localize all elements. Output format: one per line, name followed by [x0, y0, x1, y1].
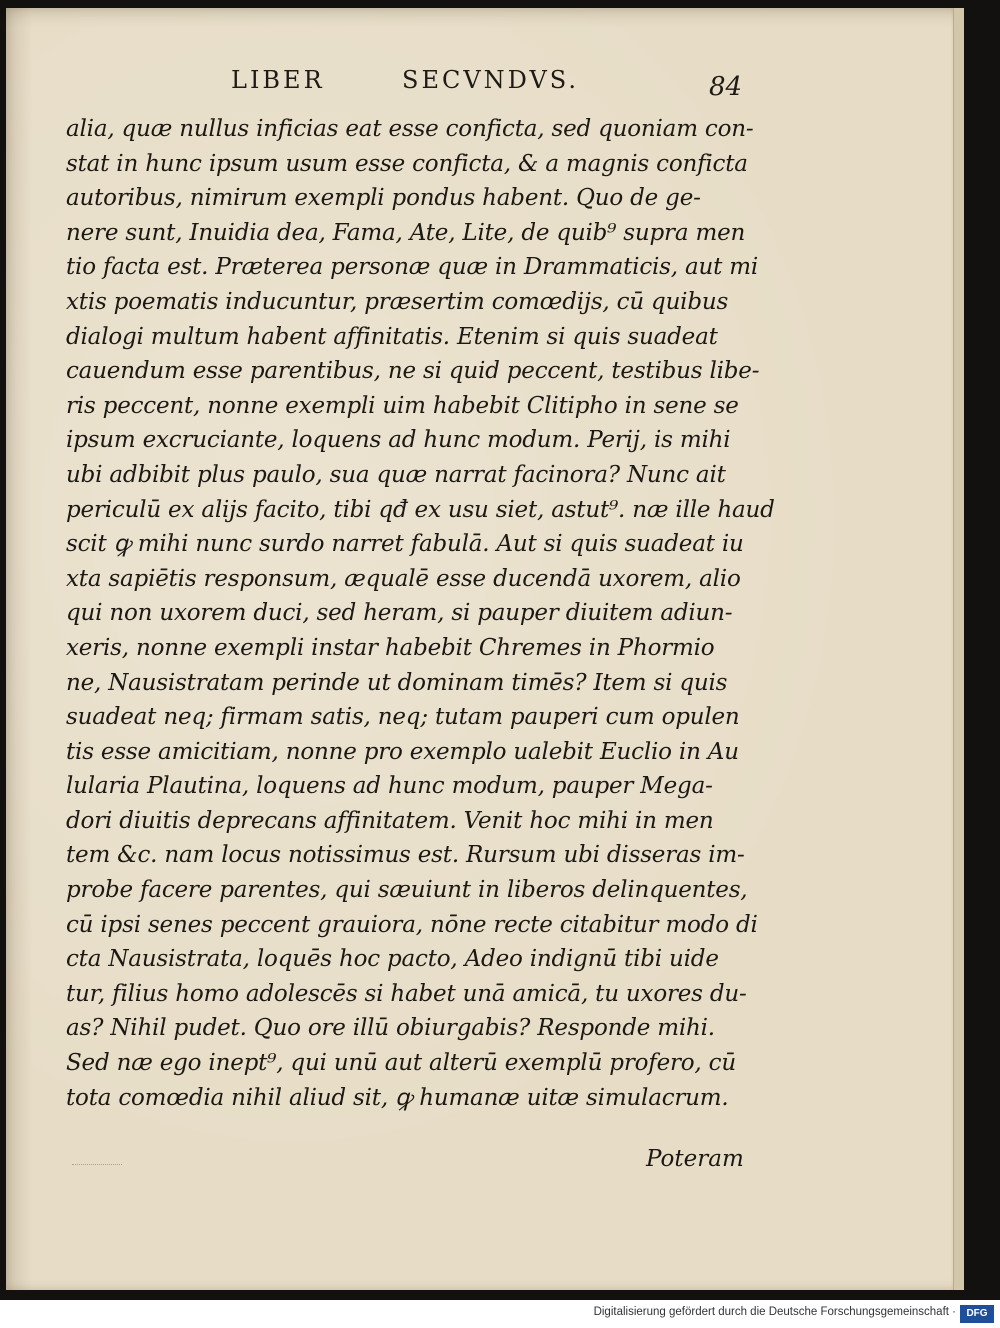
running-head-left: LIBER: [231, 66, 325, 94]
text-line: xtis poematis inducuntur, præsertim comœdijs, cū quibus: [66, 288, 729, 315]
text-line: lularia Plautina, loquens ad hunc modum, pauper Mega-: [66, 773, 713, 800]
text-line: xta sapiētis responsum, æqualē esse ducendā uxorem, alio: [66, 565, 741, 592]
signature-mark: [72, 1156, 122, 1165]
footer-credit: Digitalisierung gefördert durch die Deutsche Forschungsgemeinschaft ·: [593, 1306, 956, 1318]
text-line: ris peccent, nonne exempli uim habebit Clitipho in sene se: [66, 392, 739, 419]
footer-bar: [0, 1300, 1000, 1328]
running-head-right: SECVNDVS.: [402, 66, 580, 94]
text-line: tur, filius homo adolescēs si habet unā amicā, tu uxores du-: [66, 980, 747, 1007]
text-block: [66, 112, 775, 1115]
text-line: periculū ex alijs facito, tibi qđ ex usu siet, astut⁹. næ ille haud: [66, 496, 775, 523]
text-line: nere sunt, Inuidia dea, Fama, Ate, Lite, de quib⁹ supra men: [66, 219, 746, 246]
text-line: tota comœdia nihil aliud sit, ꝙ humanæ uitæ simulacrum.: [66, 1084, 729, 1111]
text-line: as? Nihil pudet. Quo ore illū obiurgabis? Responde mihi.: [66, 1015, 715, 1042]
text-line: autoribus, nimirum exempli pondus habent. Quo de ge-: [66, 185, 701, 212]
text-line: tio facta est. Præterea personæ quæ in Drammaticis, aut mi: [66, 254, 759, 281]
page-number: 84: [709, 72, 743, 102]
text-line: dori diuitis deprecans affinitatem. Venit hoc mihi in men: [66, 807, 714, 834]
text-line: cū ipsi senes peccent grauiora, nōne recte citabitur modo di: [66, 911, 758, 938]
catchword: Poteram: [646, 1146, 744, 1172]
text-line: ubi adbibit plus paulo, sua quæ narrat facinora? Nunc ait: [66, 461, 726, 488]
text-line: cta Nausistrata, loquēs hoc pacto, Adeo indignū tibi uide: [66, 946, 719, 973]
text-line: ipsum excruciante, loquens ad hunc modum. Perij, is mihi: [66, 427, 731, 454]
text-line: scit ꝙ mihi nunc surdo narret fabulā. Aut si quis suadeat iu: [66, 531, 744, 558]
page-edge: [953, 8, 964, 1290]
text-line: tis esse amicitiam, nonne pro exemplo ualebit Euclio in Au: [66, 738, 739, 765]
text-line: xeris, nonne exempli instar habebit Chremes in Phormio: [66, 634, 715, 661]
text-line: alia, quæ nullus inficias eat esse conficta, sed quoniam con-: [66, 116, 754, 142]
text-line: qui non uxorem duci, sed heram, si pauper diuitem adiun-: [66, 600, 733, 627]
text-line: suadeat neq; firmam satis, neq; tutam pauperi cum opulen: [66, 704, 740, 731]
text-line: Sed næ ego inept⁹, qui unū aut alterū exemplū profero, cū: [66, 1050, 736, 1077]
text-line: stat in hunc ipsum usum esse conficta, & a magnis conficta: [66, 150, 748, 177]
text-line: cauendum esse parentibus, ne si quid peccent, testibus libe-: [66, 358, 760, 385]
text-line: probe facere parentes, qui sæuiunt in liberos delinquentes,: [66, 877, 748, 904]
text-line: dialogi multum habent affinitatis. Etenim si quis suadeat: [66, 323, 718, 350]
dfg-logo: DFG: [960, 1305, 994, 1323]
running-head: [6, 66, 964, 106]
text-line: ne, Nausistratam perinde ut dominam timēs? Item si quis: [66, 669, 728, 696]
text-line: tem &c. nam locus notissimus est. Rursum ubi disseras im-: [66, 842, 745, 869]
book-page: [6, 8, 964, 1290]
